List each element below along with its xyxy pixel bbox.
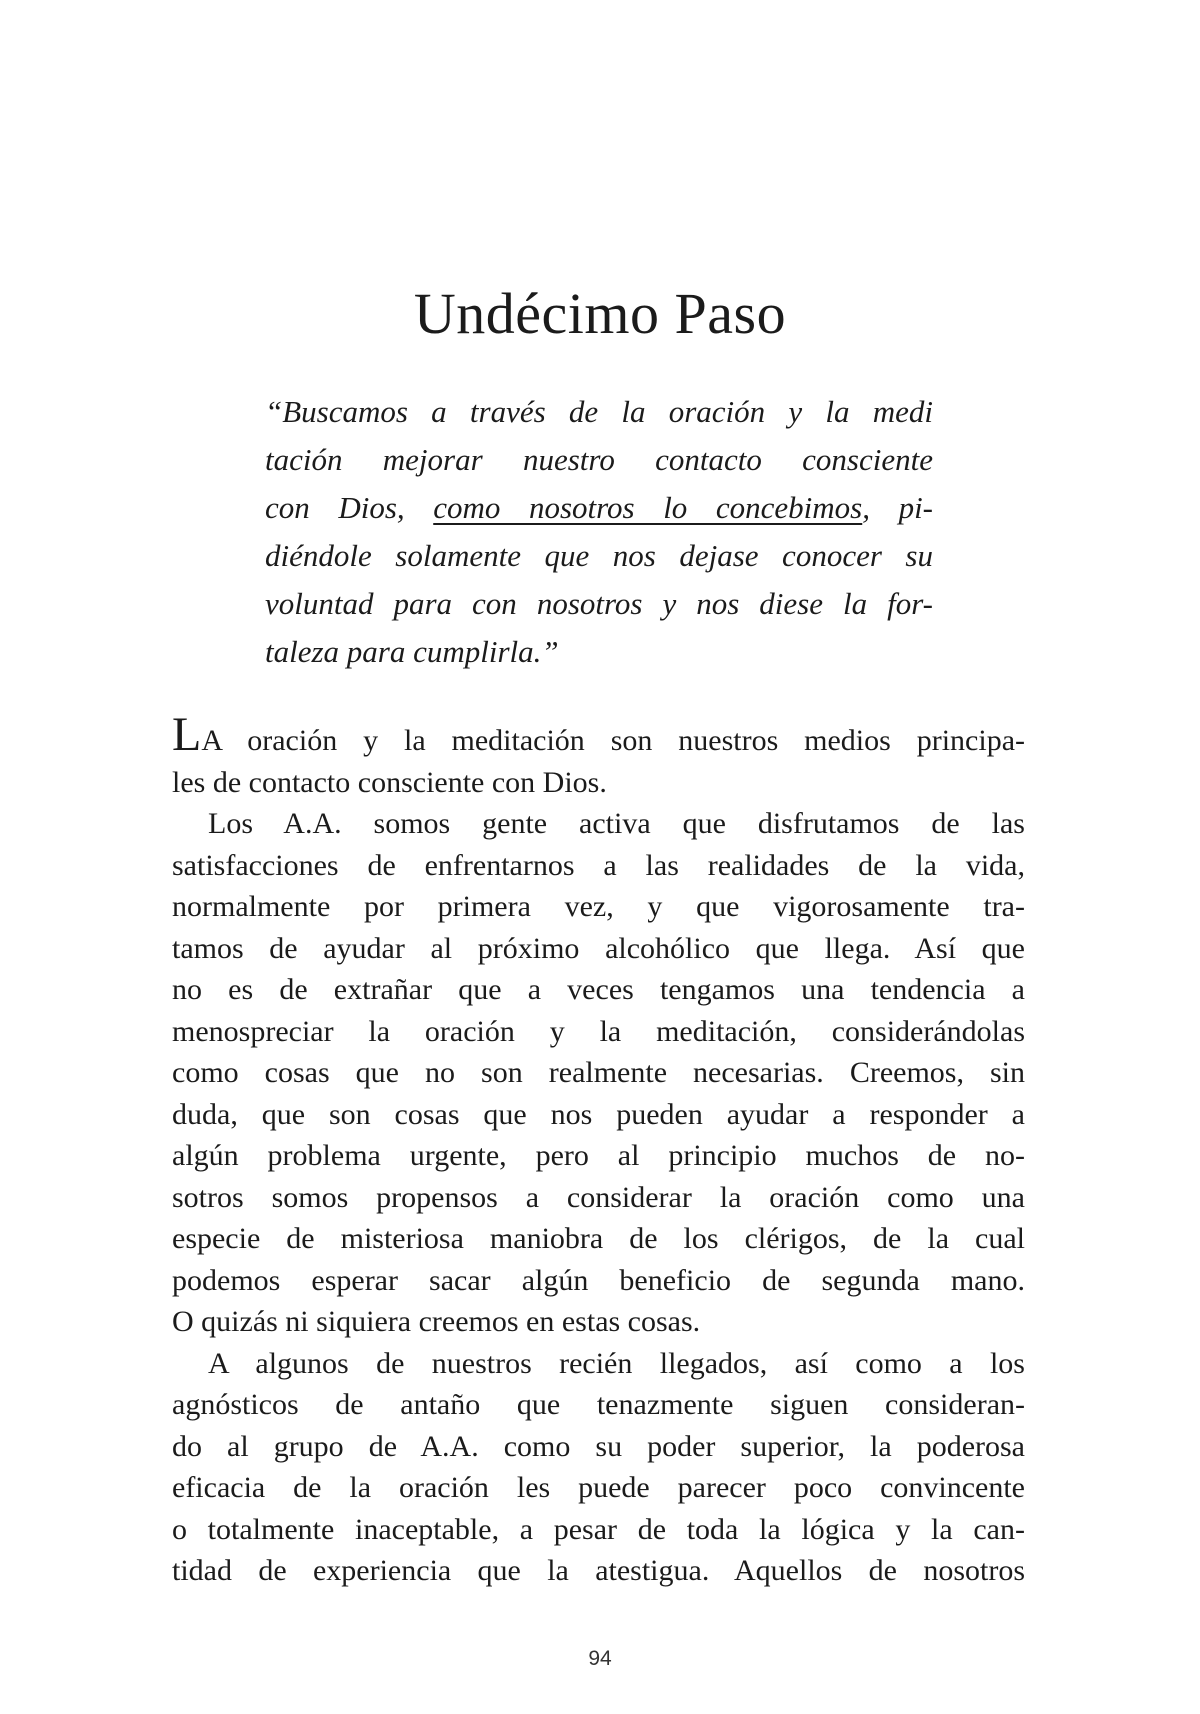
quote-line [265,484,933,532]
quote-line: voluntad para con nosotros y nos diese la for- [265,586,933,621]
body-line: les de contacto consciente con Dios. [172,765,607,799]
body-line: A algunos de nuestros recién llegados, así como a los [208,1346,1025,1380]
body-line: normalmente por primera vez, y que vigorosamente tra- [172,890,1025,923]
body-line: no es de extrañar que a veces tengamos una tendencia a [172,973,1025,1006]
body-line [172,708,1025,762]
body-line: Los A.A. somos gente activa que disfrutamos de las [208,807,1025,840]
body-line: como cosas que no son realmente necesarias. Creemos, sin [172,1056,1025,1089]
quote-text: con Dios, [265,490,405,525]
body-line: tidad de experiencia que la atestigua. Aquellos de nosotros [172,1554,1025,1587]
quote-line: diéndole solamente que nos dejase conocer su [265,538,933,573]
body-line: menospreciar la oración y la meditación, considerándolas [172,1014,1025,1048]
quote-line: taleza para cumplirla.” [265,634,559,669]
body-line: o totalmente inaceptable, a pesar de toda la lógica y la can- [172,1512,1025,1546]
chapter-body [172,708,1025,1592]
drop-cap: L [172,708,202,761]
body-line: tamos de ayudar al próximo alcohólico que llega. Así que [172,931,1025,965]
body-line: podemos esperar sacar algún beneficio de segunda mano. [172,1263,1025,1297]
body-line: sotros somos propensos a considerar la oración como una [172,1180,1025,1214]
body-line: agnósticos de antaño que tenazmente siguen consideran- [172,1388,1025,1421]
quote-line: “Buscamos a través de la oración y la medi [265,394,933,429]
body-line: do al grupo de A.A. como su poder superior, la poderosa [172,1429,1025,1463]
quote-underlined-phrase: como nosotros lo concebimos [433,490,863,525]
quote-line: tación mejorar nuestro contacto consciente [265,442,933,477]
chapter-title: Undécimo Paso [413,281,787,346]
body-line-text: A oración y la meditación son nuestros medios principa- [201,724,1025,757]
quote-text: , pi- [862,490,933,525]
body-line: O quizás ni siquiera creemos en estas cosas. [172,1305,701,1338]
page-number: 94 [588,1647,612,1670]
body-line: algún problema urgente, pero al principio muchos de no- [172,1139,1025,1172]
step-quote [265,388,933,676]
body-line: especie de misteriosa maniobra de los clérigos, de la cual [172,1222,1025,1255]
body-line: duda, que son cosas que nos pueden ayudar a responder a [172,1097,1025,1131]
body-line: eficacia de la oración les puede parecer poco convincente [172,1471,1025,1504]
body-line: satisfacciones de enfrentarnos a las realidades de la vida, [172,848,1025,882]
